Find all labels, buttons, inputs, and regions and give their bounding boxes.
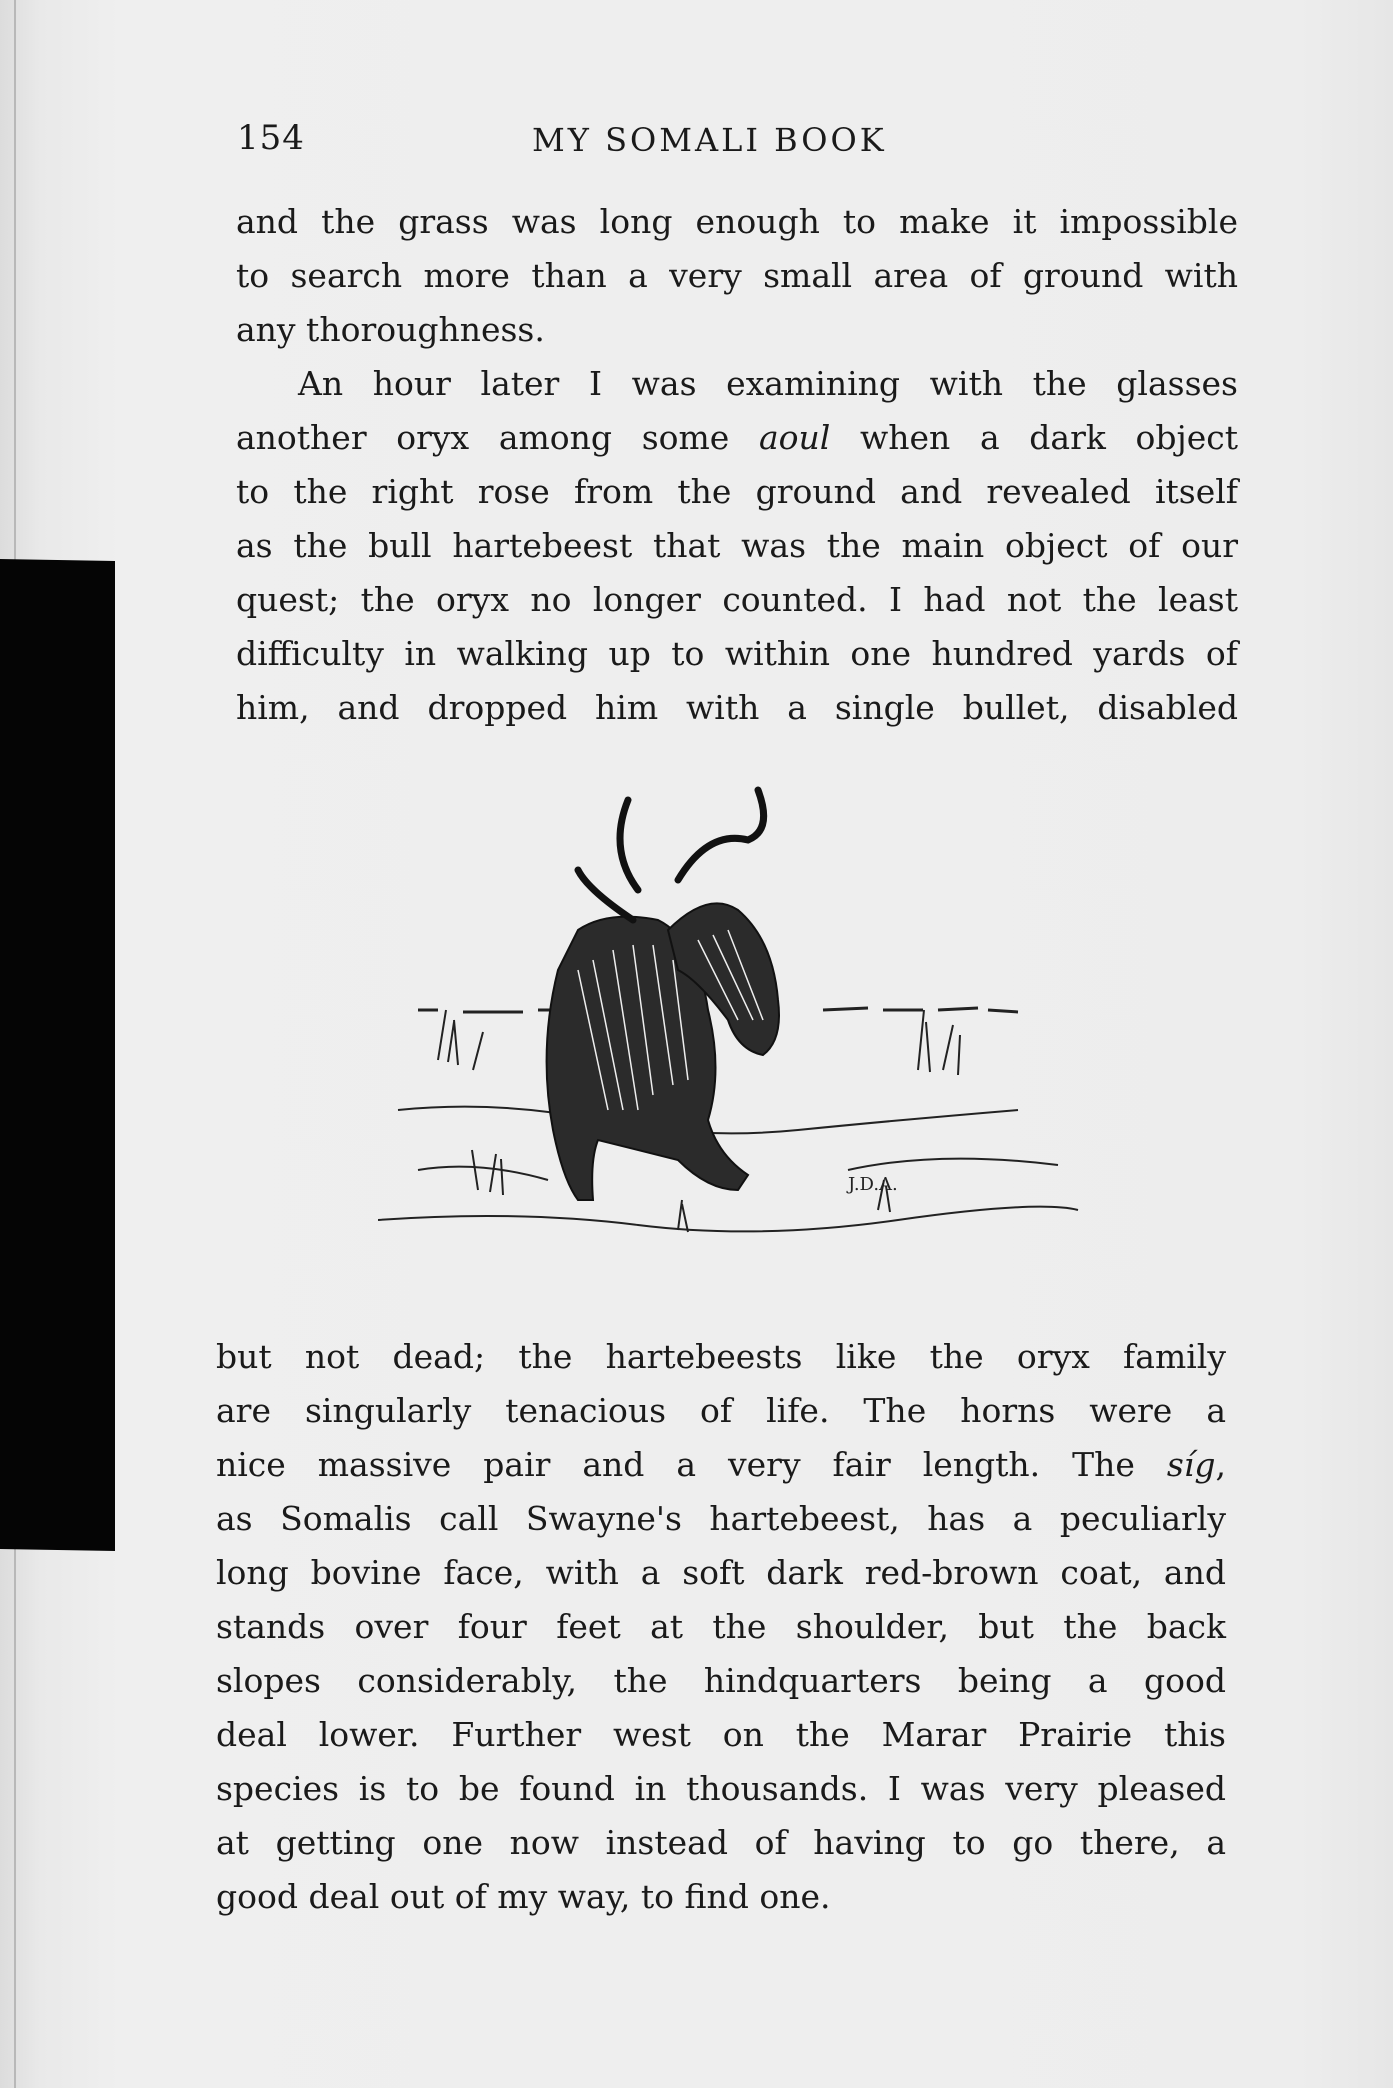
text-line: stands over four feet at the shoulder, but the back <box>216 1607 1226 1646</box>
text-fragment: nice massive pair and a very fair length. The <box>216 1445 1167 1484</box>
text-line: and the grass was long enough to make it impossible <box>236 202 1238 241</box>
page-number: 154 <box>237 118 305 158</box>
animal-body <box>547 903 779 1200</box>
text-line: any thoroughness. <box>236 310 545 349</box>
text-line: slopes considerably, the hindquarters being a good <box>216 1661 1226 1700</box>
running-title: MY SOMALI BOOK <box>532 121 887 159</box>
page-header <box>237 118 1237 168</box>
text-fragment: when a dark object <box>830 418 1238 457</box>
text-fragment: another oryx among some <box>236 418 759 457</box>
text-line: An hour later I was examining with the glasses <box>298 364 1238 403</box>
text-line: are singularly tenacious of life. The horns were a <box>216 1391 1226 1430</box>
text-fragment: , <box>1215 1445 1226 1484</box>
text-line: good deal out of my way, to find one. <box>216 1877 831 1916</box>
text-line: deal lower. Further west on the Marar Prairie this <box>216 1715 1226 1754</box>
text-line: as the bull hartebeest that was the main object of our <box>236 526 1238 565</box>
text-line: long bovine face, with a soft dark red-brown coat, and <box>216 1553 1226 1592</box>
text-line: quest; the oryx no longer counted. I had not the least <box>236 580 1238 619</box>
text-block-top <box>236 195 1238 735</box>
text-line: at getting one now instead of having to go there, a <box>216 1823 1226 1862</box>
text-line: to search more than a very small area of ground with <box>236 256 1238 295</box>
text-block-bottom <box>216 1330 1226 1924</box>
animal-horns <box>578 790 764 920</box>
text-line: him, and dropped him with a single bullet, disabled <box>236 688 1238 727</box>
text-line: difficulty in walking up to within one hundred yards of <box>236 634 1238 673</box>
illustration-signature: J.D.A. <box>848 1174 898 1195</box>
text-line: to the right rose from the ground and revealed itself <box>236 472 1238 511</box>
text-line-with-italic <box>216 1438 1226 1492</box>
text-line: species is to be found in thousands. I was very pleased <box>216 1769 1226 1808</box>
ground-grass <box>378 1010 1078 1232</box>
text-line: as Somalis call Swayne's hartebeest, has a peculiarly <box>216 1499 1226 1538</box>
italic-word: síg <box>1166 1445 1216 1484</box>
italic-word: aoul <box>758 418 831 457</box>
hartebeest-illustration <box>378 770 1098 1270</box>
text-line: but not dead; the hartebeests like the oryx family <box>216 1337 1226 1376</box>
text-line-with-italic <box>236 411 1238 465</box>
black-page-tab <box>0 559 115 1551</box>
